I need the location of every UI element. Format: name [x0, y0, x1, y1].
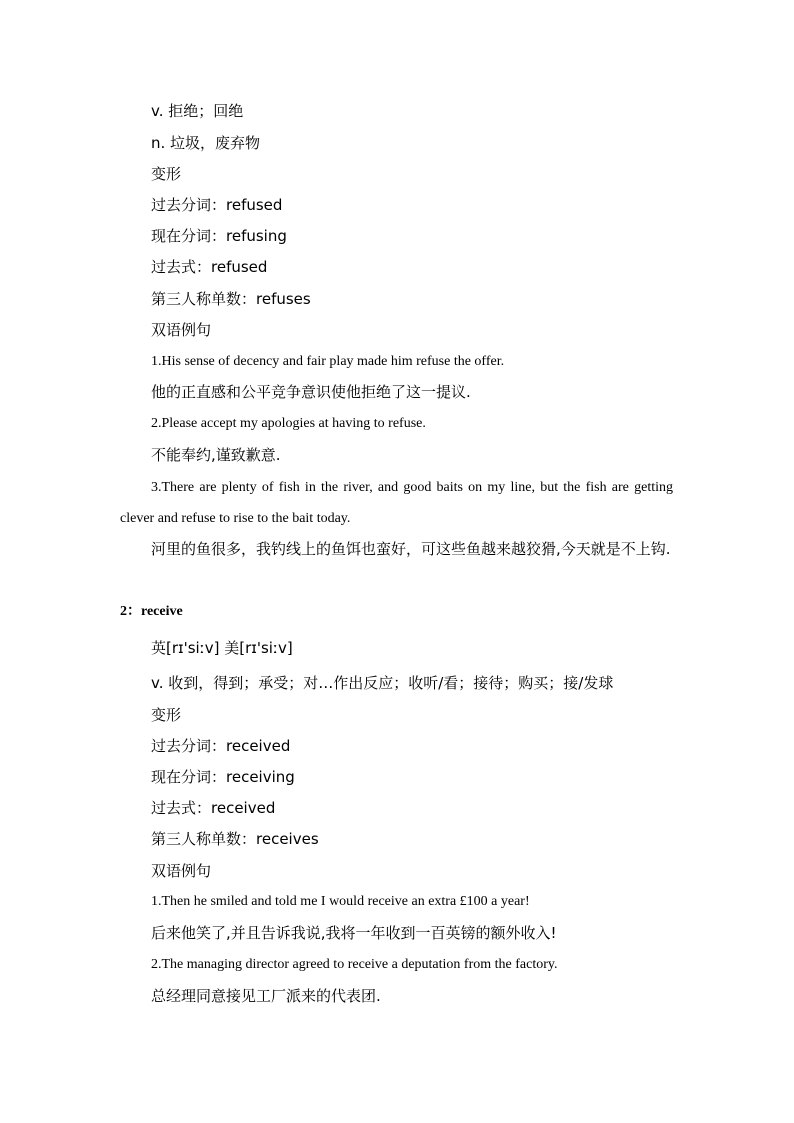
refuse-past-participle: 过去分词：refused [151, 196, 283, 214]
refuse-present-participle: 现在分词：refusing [151, 227, 287, 245]
receive-example-2-cn: 总经理同意接见工厂派来的代表团. [151, 987, 381, 1005]
receive-third-person: 第三人称单数：receives [151, 830, 319, 848]
refuse-past-tense: 过去式：refused [151, 258, 268, 276]
refuse-sense-noun: n. 垃圾，废弃物 [151, 134, 261, 152]
refuse-forms-label: 变形 [151, 165, 182, 183]
receive-example-1-en: 1.Then he smiled and told me I would receive an extra £100 a year! [151, 894, 530, 909]
refuse-example-1-cn: 他的正直感和公平竞争意识使他拒绝了这一提议. [151, 383, 471, 401]
receive-sense-verb: v. 收到，得到；承受；对…作出反应；收听/看；接待；购买；接/发球 [151, 674, 614, 692]
receive-past-participle: 过去分词：received [151, 737, 291, 755]
refuse-example-2-en: 2.Please accept my apologies at having to refuse. [151, 416, 426, 431]
receive-present-participle: 现在分词：receiving [151, 768, 295, 786]
receive-examples-label: 双语例句 [151, 862, 212, 880]
receive-forms-label: 变形 [151, 706, 182, 724]
refuse-examples-label: 双语例句 [151, 321, 212, 339]
refuse-third-person: 第三人称单数：refuses [151, 290, 311, 308]
receive-past-tense: 过去式：received [151, 799, 276, 817]
entry-heading-receive: 2：receive [120, 604, 183, 619]
refuse-example-3-cn: 河里的鱼很多，我钓线上的鱼饵也蛮好，可这些鱼越来越狡猾,今天就是不上钩. [151, 540, 671, 558]
receive-phonetic: 英[rɪ'siːv] 美[rɪ'siːv] [151, 639, 293, 657]
refuse-sense-verb: v. 拒绝；回绝 [151, 102, 244, 120]
refuse-example-1-en: 1.His sense of decency and fair play made him refuse the offer. [151, 354, 505, 369]
receive-example-2-en: 2.The managing director agreed to receive a deputation from the factory. [151, 957, 558, 972]
receive-example-1-cn: 后来他笑了,并且告诉我说,我将一年收到一百英镑的额外收入! [151, 924, 557, 942]
refuse-example-3-en: 3.There are plenty of fish in the river, and good baits on my line, but the fish are getting clever and refuse to rise to the bait today. [120, 480, 673, 526]
refuse-example-2-cn: 不能奉约,谨致歉意. [151, 446, 281, 464]
